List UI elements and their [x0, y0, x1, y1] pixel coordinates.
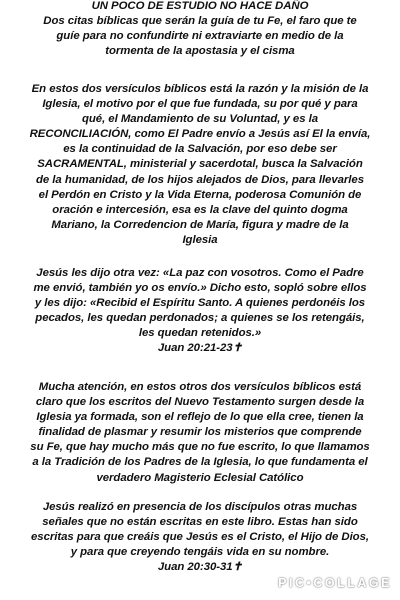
document-title: UN POCO DE ESTUDIO NO HACE DAÑO [91, 0, 309, 12]
paragraph-tradition: Mucha atención, en estos otros dos versículos bíblicos está claro que los escritos del Nuevo Testamento surgen desde la Iglesia ya formada, son el reflejo de lo que ella cree, tienen la finalidad de plasmar y resumir los misterios que comprende su Fe, que hay mucho más que no fue escrito, lo que llamamos a la Tradición de los Padres de la Iglesia, lo que fundamenta el verdadero Magisterio Eclesial Católico [30, 381, 370, 484]
bible-quote-john-20-30: Jesús realizó en presencia de los discípulos otras muchas señales que no están escritas en este libro. Estas han sido escritas para que creáis que Jesús es el Cristo, el Hijo de Dios, y para que creyendo tengáis vida en su nombre. Juan 20:30-31✝ [31, 501, 369, 574]
document-intro: Dos citas bíblicas que serán la guía de tu Fe, el faro que te guíe para no confundirte ni extraviarte en medio de la tormenta de la apostasia y el cisma [43, 15, 357, 58]
paragraph-mission: En estos dos versículos bíblicos está la razón y la misión de la Iglesia, el motivo por el que fue fundada, su por qué y para qué, el Mandamiento de su Voluntad, y es la RECONCILIACIÓN, como El Padre envío a Jesús así El la envía, es la continuidad de la Salvación, por eso debe ser SACRAMENTAL, ministerial y sacerdotal, busca la Salvación de la humanidad, de los hijos alejados de Dios, para llevarles el Perdón en Cristo y la Vida Eterna, poderosa Comunión de oración e intercesión, esa es la clave del quinto dogma Mariano, la Corredencion de María, figura y madre de la Iglesia [29, 83, 371, 246]
pic-collage-watermark: PIC•COLLAGE [278, 576, 392, 590]
bible-quote-john-20-21: Jesús les dijo otra vez: «La paz con vosotros. Como el Padre me envió, también yo os envío.» Dicho esto, sopló sobre ellos y les dijo: «Recibid el Espíritu Santo. A quienes perdonéis los pecados, les quedan perdonados; a quienes se los retengáis, les quedan retenidos.» Juan 20:21-23✝ [33, 267, 367, 355]
